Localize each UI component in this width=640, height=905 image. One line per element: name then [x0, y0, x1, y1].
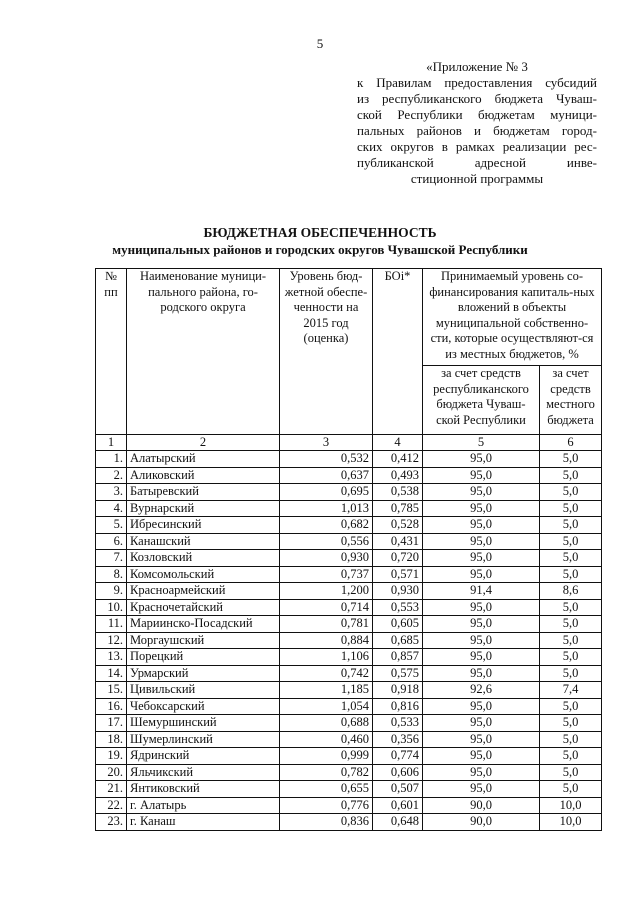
republic-share-cell: 95,0 [423, 748, 540, 765]
republic-share-cell: 95,0 [423, 500, 540, 517]
local-share-cell: 5,0 [540, 599, 602, 616]
bo-index-cell: 0,431 [373, 533, 423, 550]
republic-share-cell: 95,0 [423, 533, 540, 550]
budget-level-cell: 0,688 [280, 715, 373, 732]
row-number-cell: 5. [96, 517, 127, 534]
header-num: № пп [96, 269, 127, 435]
municipality-name-cell: Красноармейский [127, 583, 280, 600]
municipality-name-cell: Батыревский [127, 484, 280, 501]
bo-index-cell: 0,528 [373, 517, 423, 534]
republic-share-cell: 95,0 [423, 698, 540, 715]
row-number-cell: 13. [96, 649, 127, 666]
municipality-name-cell: г. Алатырь [127, 797, 280, 814]
table-row [96, 748, 602, 765]
budget-level-cell: 0,682 [280, 517, 373, 534]
table-row [96, 599, 602, 616]
local-share-cell: 10,0 [540, 797, 602, 814]
budget-level-cell: 0,782 [280, 764, 373, 781]
row-number-cell: 6. [96, 533, 127, 550]
bo-index-cell: 0,538 [373, 484, 423, 501]
budget-level-cell: 1,054 [280, 698, 373, 715]
bo-index-cell: 0,575 [373, 665, 423, 682]
local-share-cell: 5,0 [540, 748, 602, 765]
budget-table [95, 268, 602, 831]
table-row [96, 764, 602, 781]
header-republic-budget: за счет средств республиканского бюджета Чуваш-ской Республики [423, 366, 540, 435]
republic-share-cell: 95,0 [423, 566, 540, 583]
bo-index-cell: 0,553 [373, 599, 423, 616]
municipality-name-cell: Вурнарский [127, 500, 280, 517]
bo-index-cell: 0,601 [373, 797, 423, 814]
municipality-name-cell: Канашский [127, 533, 280, 550]
row-number-cell: 17. [96, 715, 127, 732]
bo-index-cell: 0,493 [373, 467, 423, 484]
column-number: 1 [96, 435, 127, 451]
table-row [96, 781, 602, 798]
municipality-name-cell: Комсомольский [127, 566, 280, 583]
bo-index-cell: 0,785 [373, 500, 423, 517]
bo-index-cell: 0,606 [373, 764, 423, 781]
municipality-name-cell: Ядринский [127, 748, 280, 765]
appendix-line: из республиканского бюджета Чуваш- [357, 91, 597, 106]
bo-index-cell: 0,356 [373, 731, 423, 748]
table-row [96, 550, 602, 567]
table-row [96, 467, 602, 484]
local-share-cell: 5,0 [540, 698, 602, 715]
municipality-name-cell: Урмарский [127, 665, 280, 682]
table-row [96, 583, 602, 600]
republic-share-cell: 95,0 [423, 599, 540, 616]
bo-index-cell: 0,605 [373, 616, 423, 633]
bo-index-cell: 0,774 [373, 748, 423, 765]
row-number-cell: 3. [96, 484, 127, 501]
row-number-cell: 22. [96, 797, 127, 814]
row-number-cell: 21. [96, 781, 127, 798]
page-number: 5 [316, 36, 324, 51]
column-number: 3 [280, 435, 373, 451]
municipality-name-cell: Янтиковский [127, 781, 280, 798]
budget-level-cell: 0,742 [280, 665, 373, 682]
row-number-cell: 15. [96, 682, 127, 699]
republic-share-cell: 95,0 [423, 764, 540, 781]
republic-share-cell: 92,6 [423, 682, 540, 699]
row-number-cell: 9. [96, 583, 127, 600]
table-row [96, 566, 602, 583]
local-share-cell: 5,0 [540, 665, 602, 682]
municipality-name-cell: Аликовский [127, 467, 280, 484]
municipality-name-cell: Моргаушский [127, 632, 280, 649]
republic-share-cell: 91,4 [423, 583, 540, 600]
municipality-name-cell: Красночетайский [127, 599, 280, 616]
republic-share-cell: 95,0 [423, 715, 540, 732]
local-share-cell: 5,0 [540, 715, 602, 732]
column-number: 2 [127, 435, 280, 451]
table-row [96, 698, 602, 715]
republic-share-cell: 90,0 [423, 814, 540, 831]
budget-level-cell: 0,781 [280, 616, 373, 633]
republic-share-cell: 95,0 [423, 517, 540, 534]
republic-share-cell: 95,0 [423, 649, 540, 666]
republic-share-cell: 95,0 [423, 781, 540, 798]
document-heading [0, 224, 640, 258]
header-bo: БОi* [373, 269, 423, 435]
appendix-line: стиционной программы [410, 171, 544, 186]
budget-level-cell: 0,999 [280, 748, 373, 765]
budget-level-cell: 0,714 [280, 599, 373, 616]
column-number: 4 [373, 435, 423, 451]
budget-level-cell: 0,532 [280, 451, 373, 468]
table-row [96, 665, 602, 682]
local-share-cell: 10,0 [540, 814, 602, 831]
appendix-line: публиканской адресной инве- [357, 155, 597, 170]
table-row [96, 517, 602, 534]
table-row [96, 484, 602, 501]
table-row [96, 731, 602, 748]
bo-index-cell: 0,412 [373, 451, 423, 468]
municipality-name-cell: Мариинско-Посадский [127, 616, 280, 633]
table-row [96, 632, 602, 649]
republic-share-cell: 95,0 [423, 731, 540, 748]
row-number-cell: 18. [96, 731, 127, 748]
appendix-line: ских округов в рамках реализации рес- [357, 139, 597, 154]
local-share-cell: 5,0 [540, 467, 602, 484]
table-header-row [96, 269, 602, 366]
appendix-title: «Приложение № 3 [426, 59, 528, 74]
budget-level-cell: 0,884 [280, 632, 373, 649]
municipality-name-cell: Ибресинский [127, 517, 280, 534]
header-level: Уровень бюд-жетной обеспе-ченности на 2015 год (оценка) [280, 269, 373, 435]
republic-share-cell: 95,0 [423, 550, 540, 567]
header-local-budget: за счет средств местного бюджета [540, 366, 602, 435]
local-share-cell: 5,0 [540, 451, 602, 468]
heading-subtitle: муниципальных районов и городских округов Чувашской Республики [112, 242, 528, 257]
budget-level-cell: 1,185 [280, 682, 373, 699]
column-numbers-row [96, 435, 602, 451]
table-row [96, 500, 602, 517]
table-row [96, 616, 602, 633]
budget-level-cell: 1,200 [280, 583, 373, 600]
local-share-cell: 5,0 [540, 484, 602, 501]
row-number-cell: 2. [96, 467, 127, 484]
table-row [96, 682, 602, 699]
row-number-cell: 20. [96, 764, 127, 781]
budget-level-cell: 0,776 [280, 797, 373, 814]
table-row [96, 814, 602, 831]
row-number-cell: 19. [96, 748, 127, 765]
local-share-cell: 5,0 [540, 781, 602, 798]
row-number-cell: 7. [96, 550, 127, 567]
budget-level-cell: 0,637 [280, 467, 373, 484]
table-row [96, 715, 602, 732]
bo-index-cell: 0,685 [373, 632, 423, 649]
row-number-cell: 8. [96, 566, 127, 583]
column-number: 6 [540, 435, 602, 451]
local-share-cell: 5,0 [540, 500, 602, 517]
row-number-cell: 10. [96, 599, 127, 616]
row-number-cell: 16. [96, 698, 127, 715]
bo-index-cell: 0,918 [373, 682, 423, 699]
municipality-name-cell: Цивильский [127, 682, 280, 699]
header-cofinancing: Принимаемый уровень со-финансирования капиталь-ных вложений в объекты муниципальной собственно-сти, которые осуществляют-ся из местных бюджетов, % [423, 269, 602, 366]
budget-level-cell: 1,106 [280, 649, 373, 666]
local-share-cell: 5,0 [540, 616, 602, 633]
row-number-cell: 4. [96, 500, 127, 517]
row-number-cell: 1. [96, 451, 127, 468]
municipality-name-cell: Яльчикский [127, 764, 280, 781]
municipality-name-cell: Алатырский [127, 451, 280, 468]
row-number-cell: 11. [96, 616, 127, 633]
table-row [96, 533, 602, 550]
local-share-cell: 5,0 [540, 566, 602, 583]
local-share-cell: 5,0 [540, 517, 602, 534]
local-share-cell: 5,0 [540, 550, 602, 567]
bo-index-cell: 0,720 [373, 550, 423, 567]
republic-share-cell: 95,0 [423, 616, 540, 633]
bo-index-cell: 0,507 [373, 781, 423, 798]
local-share-cell: 5,0 [540, 764, 602, 781]
bo-index-cell: 0,816 [373, 698, 423, 715]
appendix-line: к Правилам предоставления субсидий [357, 75, 597, 90]
bo-index-cell: 0,857 [373, 649, 423, 666]
budget-level-cell: 0,460 [280, 731, 373, 748]
table-row [96, 797, 602, 814]
local-share-cell: 5,0 [540, 649, 602, 666]
local-share-cell: 8,6 [540, 583, 602, 600]
budget-level-cell: 0,930 [280, 550, 373, 567]
local-share-cell: 5,0 [540, 731, 602, 748]
budget-level-cell: 1,013 [280, 500, 373, 517]
local-share-cell: 5,0 [540, 533, 602, 550]
bo-index-cell: 0,571 [373, 566, 423, 583]
header-name: Наименование муници-пального района, го-родского округа [127, 269, 280, 435]
budget-level-cell: 0,836 [280, 814, 373, 831]
budget-level-cell: 0,695 [280, 484, 373, 501]
row-number-cell: 14. [96, 665, 127, 682]
row-number-cell: 23. [96, 814, 127, 831]
republic-share-cell: 95,0 [423, 632, 540, 649]
municipality-name-cell: Шумерлинский [127, 731, 280, 748]
bo-index-cell: 0,930 [373, 583, 423, 600]
bo-index-cell: 0,648 [373, 814, 423, 831]
republic-share-cell: 95,0 [423, 451, 540, 468]
municipality-name-cell: Порецкий [127, 649, 280, 666]
budget-level-cell: 0,737 [280, 566, 373, 583]
municipality-name-cell: Чебоксарский [127, 698, 280, 715]
heading-title: БЮДЖЕТНАЯ ОБЕСПЕЧЕННОСТЬ [203, 225, 437, 240]
budget-level-cell: 0,556 [280, 533, 373, 550]
table-row [96, 649, 602, 666]
appendix-block [357, 59, 597, 187]
bo-index-cell: 0,533 [373, 715, 423, 732]
republic-share-cell: 95,0 [423, 467, 540, 484]
republic-share-cell: 95,0 [423, 665, 540, 682]
municipality-name-cell: Козловский [127, 550, 280, 567]
appendix-line: пальных районов и бюджетам город- [357, 123, 597, 138]
budget-level-cell: 0,655 [280, 781, 373, 798]
local-share-cell: 5,0 [540, 632, 602, 649]
column-number: 5 [423, 435, 540, 451]
table-row [96, 451, 602, 468]
republic-share-cell: 95,0 [423, 484, 540, 501]
row-number-cell: 12. [96, 632, 127, 649]
republic-share-cell: 90,0 [423, 797, 540, 814]
appendix-line: ской Республики бюджетам муници- [357, 107, 597, 122]
local-share-cell: 7,4 [540, 682, 602, 699]
municipality-name-cell: Шемуршинский [127, 715, 280, 732]
municipality-name-cell: г. Канаш [127, 814, 280, 831]
